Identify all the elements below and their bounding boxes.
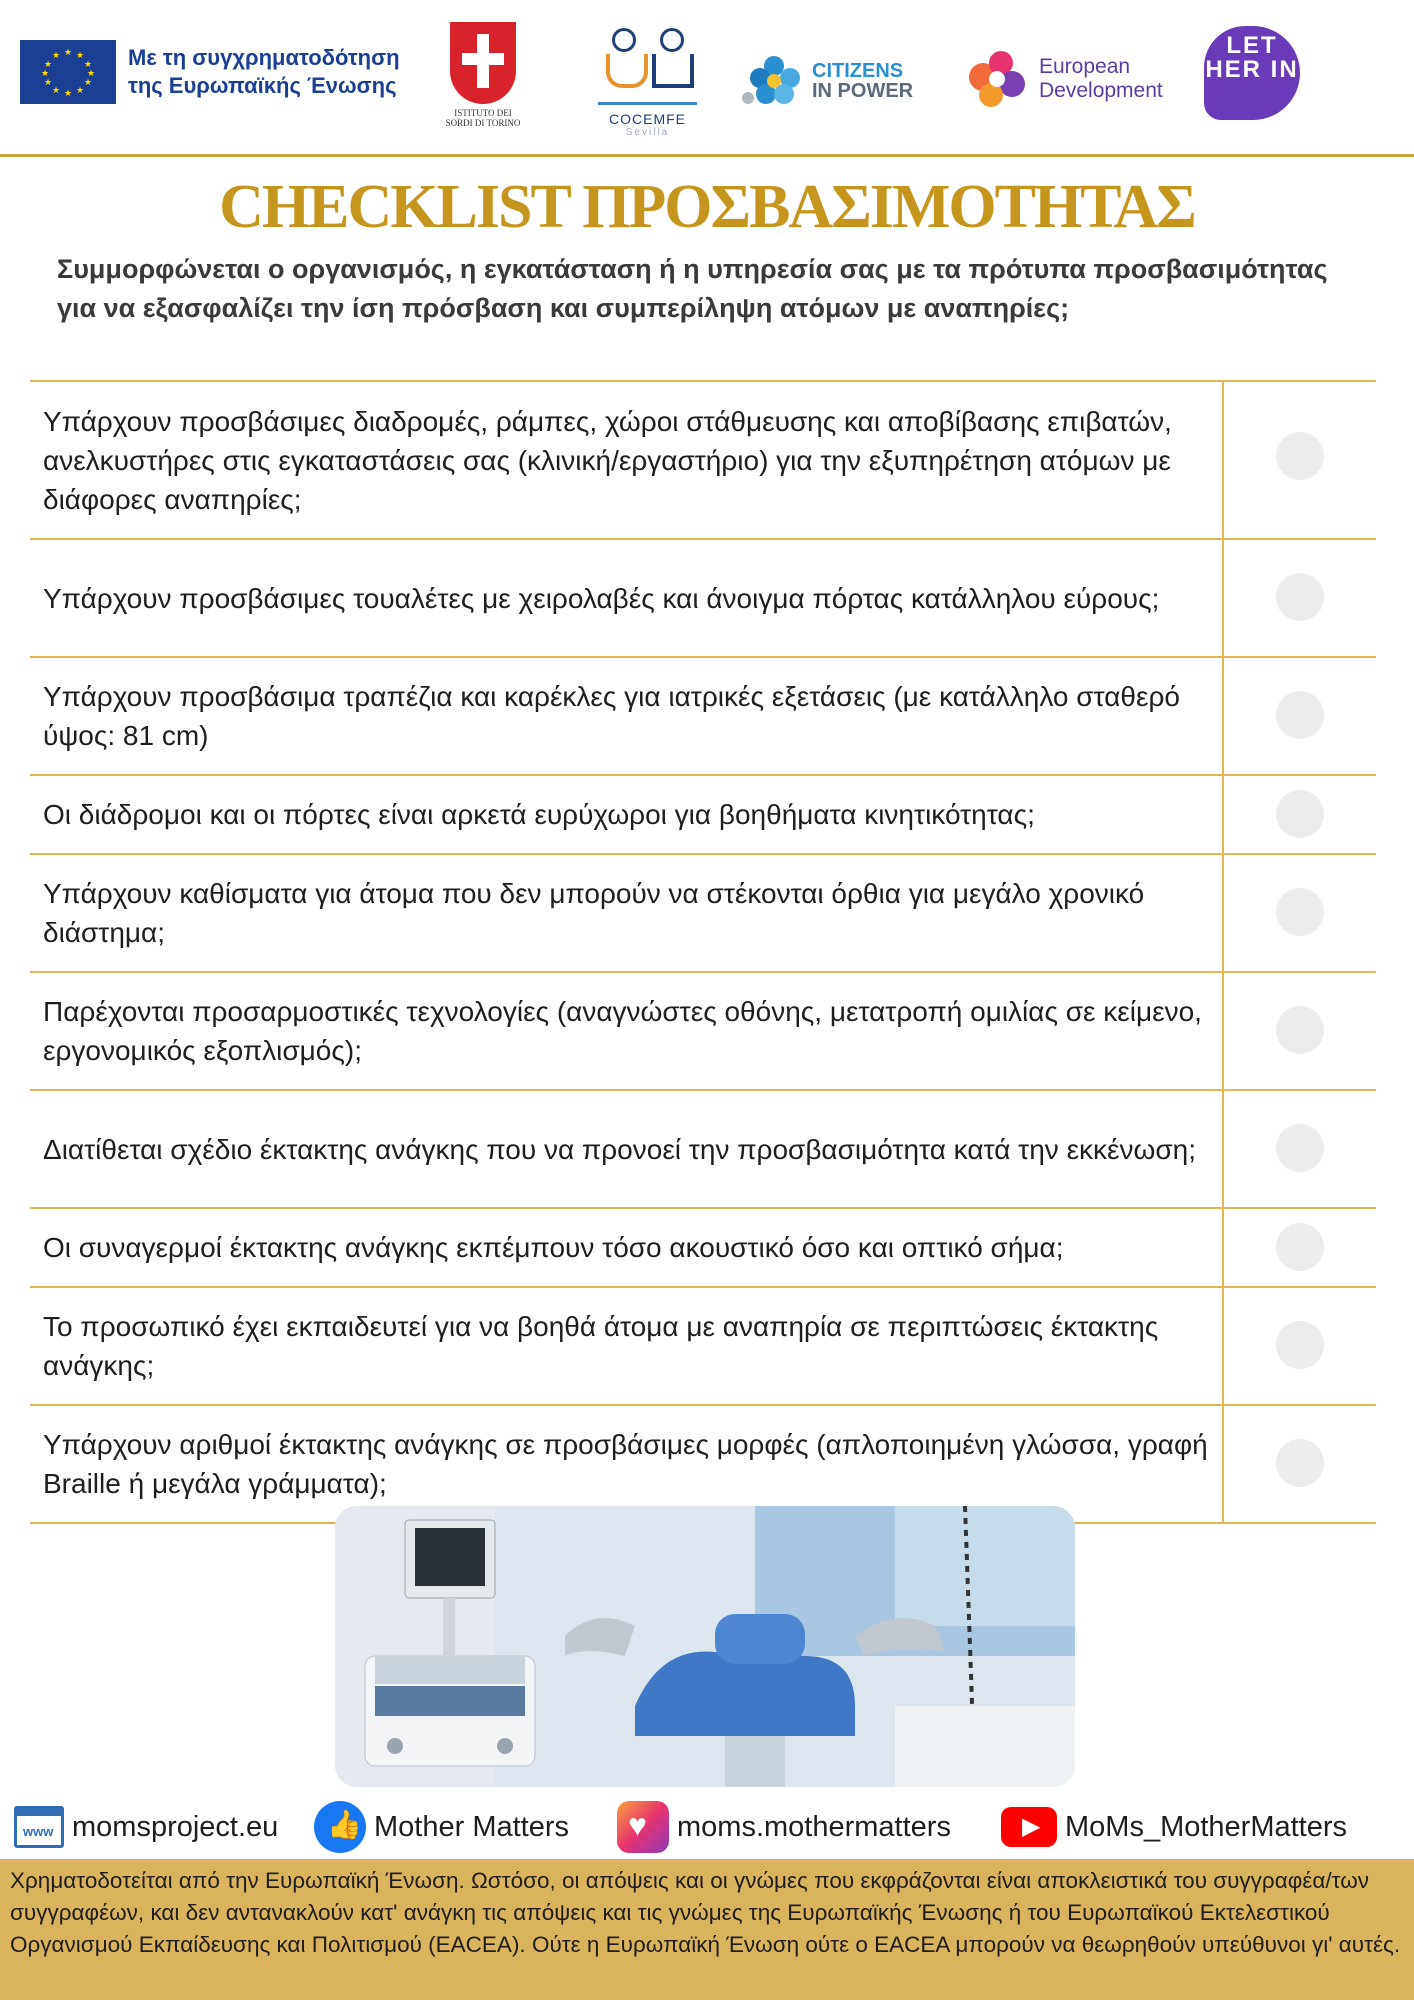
- medical-room-photo: [335, 1506, 1075, 1787]
- european-dev-line1: European: [1039, 55, 1131, 78]
- eu-cofunded-logo: [20, 40, 400, 104]
- checkbox-cell: [1222, 776, 1378, 853]
- checkbox-cell: [1222, 1209, 1378, 1286]
- checklist-row: [30, 1209, 1376, 1288]
- checklist-question: Διατίθεται σχέδιο έκτακτης ανάγκης που να προνοεί την προσβασιμότητα κατά την εκκένωση;: [43, 1133, 1197, 1165]
- istituto-sordi-logo: [440, 22, 526, 134]
- checklist-row: [30, 1091, 1376, 1209]
- checkbox-cell: [1222, 1288, 1378, 1404]
- header-divider: [0, 154, 1414, 157]
- check-circle[interactable]: [1276, 888, 1324, 936]
- cocemfe-sub: Sevilla: [625, 127, 670, 138]
- checkbox-cell: [1222, 1406, 1378, 1522]
- check-circle[interactable]: [1276, 691, 1324, 739]
- eu-disclaimer: Χρηματοδοτείται από την Ευρωπαϊκή Ένωση. Ωστόσο, οι απόψεις και οι γνώμες που εκφράζονται είναι αποκλειστικά του συγγραφέα/των συγγραφέων, και δεν αντανακλούν κατ' ανάγκη τις απόψεις και τις γνώμες της Ευρωπαϊκής Ένωσης ή του Ευρωπαϊκού Εκτελεστικού Οργανισμού Εκπαίδευσης και Πολιτισμού (EACEA). Ούτε η Ευρωπαϊκή Ένωση ούτε ο EACEA μπορούν να θεωρηθούν υπεύθυνοι γι' αυτές.: [0, 1859, 1414, 2000]
- header-logos: [0, 0, 1414, 155]
- checklist-question: Οι συναγερμοί έκτακτης ανάγκης εκπέμπουν τόσο ακουστικό όσο και οπτικό σήμα;: [43, 1232, 1064, 1263]
- social-links: [0, 1797, 1414, 1857]
- instagram-heart-icon: ♥: [617, 1801, 669, 1853]
- citizens-in-power-logo: [742, 46, 922, 116]
- facebook-label: Mother Matters: [374, 1810, 569, 1843]
- checklist-row: [30, 382, 1376, 540]
- youtube-link[interactable]: [1001, 1801, 1347, 1853]
- instagram-label: moms.mothermatters: [677, 1810, 951, 1843]
- checklist-row: [30, 658, 1376, 776]
- checklist-row: [30, 776, 1376, 855]
- checklist-row: [30, 973, 1376, 1091]
- checklist-question: Υπάρχουν προσβάσιμες διαδρομές, ράμπες, χώροι στάθμευσης και αποβίβασης επιβατών, ανελκυστήρες στις εγκαταστάσεις σας (κλινική/εργαστήριο) για την εξυπηρέτηση ατόμων με διάφορες αναπηρίες;: [43, 405, 1172, 515]
- cocemfe-people-icon: [590, 22, 705, 102]
- check-circle[interactable]: [1276, 1223, 1324, 1271]
- checkbox-cell: [1222, 382, 1378, 538]
- globe-www-icon: [14, 1806, 64, 1848]
- checkbox-cell: [1222, 973, 1378, 1089]
- people-circle-icon: [965, 47, 1029, 111]
- istituto-caption: ISTITUTO DEI SORDI DI TORINO: [445, 108, 521, 128]
- website-link[interactable]: [14, 1801, 278, 1853]
- shield-icon: [450, 22, 516, 104]
- checkbox-cell: [1222, 855, 1378, 971]
- check-circle[interactable]: [1276, 1321, 1324, 1369]
- checklist-question: Υπάρχουν καθίσματα για άτομα που δεν μπορούν να στέκονται όρθια για μεγάλο χρονικό διάστημα;: [43, 878, 1145, 948]
- citizens-line2: IN POWER: [812, 80, 914, 102]
- checklist-question: Υπάρχουν προσβάσιμες τουαλέτες με χειρολαβές και άνοιγμα πόρτας κατάλληλου εύρους;: [43, 582, 1160, 614]
- checklist-question: Υπάρχουν αριθμοί έκτακτης ανάγκης σε προσβάσιμες μορφές (απλοποιημένη γλώσσα, γραφή Braille ή μεγάλα γράμματα);: [43, 1429, 1208, 1499]
- accessibility-checklist: [30, 380, 1376, 1524]
- youtube-label: MoMs_MotherMatters: [1065, 1810, 1348, 1843]
- citizens-line1: CITIZENS: [812, 60, 904, 82]
- checklist-question: Οι διάδρομοι και οι πόρτες είναι αρκετά ευρύχωροι για βοηθήματα κινητικότητας;: [43, 799, 1035, 830]
- checklist-question: Υπάρχουν προσβάσιμα τραπέζια και καρέκλες για ιατρικές εξετάσεις (με κατάλληλο σταθερό ύψος: 81 cm): [43, 681, 1180, 751]
- european-dev-line2: Development: [1039, 79, 1163, 102]
- check-circle[interactable]: [1276, 1124, 1324, 1172]
- checklist-row: [30, 855, 1376, 973]
- thumbs-up-icon: 👍: [314, 1801, 366, 1853]
- checkbox-cell: [1222, 1091, 1378, 1207]
- flower-icon: [742, 48, 808, 114]
- page-title: CHECKLIST ΠΡΟΣΒΑΣΙΜΟΤΗΤΑΣ: [219, 173, 1195, 241]
- youtube-icon: ▶: [1001, 1807, 1057, 1847]
- checkbox-cell: [1222, 658, 1378, 774]
- check-circle[interactable]: [1276, 1439, 1324, 1487]
- instagram-link[interactable]: [617, 1801, 951, 1853]
- page-subtitle: Συμμορφώνεται ο οργανισμός, η εγκατάσταση ή η υπηρεσία σας με τα πρότυπα προσβασιμότητας για να εξασφαλίζει την ίση πρόσβαση και συμπερίληψη ατόμων με αναπηρίες;: [57, 254, 1328, 323]
- eu-flag-icon: ★ ★ ★ ★ ★ ★ ★ ★ ★ ★ ★ ★: [20, 40, 116, 104]
- check-circle[interactable]: [1276, 1006, 1324, 1054]
- european-development-logo: [965, 44, 1185, 114]
- checklist-question: Παρέχονται προσαρμοστικές τεχνολογίες (αναγνώστες οθόνης, μετατροπή ομιλίας σε κείμενο, εργονομικός εξοπλισμός);: [43, 996, 1202, 1066]
- cocemfe-name: COCEMFE: [609, 111, 686, 127]
- facebook-link[interactable]: [314, 1801, 569, 1853]
- let-her-in-logo: LET HER IN: [1204, 26, 1300, 120]
- check-circle[interactable]: [1276, 432, 1324, 480]
- website-label: momsproject.eu: [72, 1810, 279, 1843]
- checkbox-cell: [1222, 540, 1378, 656]
- checklist-row: [30, 540, 1376, 658]
- check-circle[interactable]: [1276, 790, 1324, 838]
- eu-logo-text: Με τη συγχρηματοδότηση της Ευρωπαϊκής Ένωσης: [128, 45, 400, 98]
- cocemfe-logo: [590, 22, 705, 142]
- checklist-row: [30, 1288, 1376, 1406]
- www-icon-label: www: [23, 1824, 54, 1839]
- check-circle[interactable]: [1276, 573, 1324, 621]
- checklist-question: Το προσωπικό έχει εκπαιδευτεί για να βοηθά άτομα με αναπηρία σε περιπτώσεις έκτακτης ανάγκης;: [43, 1311, 1159, 1381]
